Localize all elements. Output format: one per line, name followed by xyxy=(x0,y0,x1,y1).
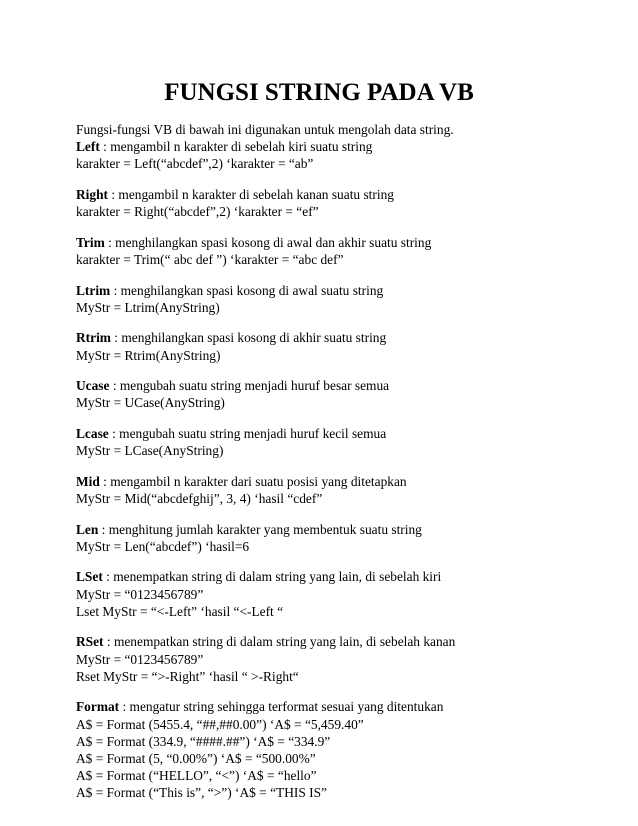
function-keyword: Mid xyxy=(76,473,100,489)
function-section-right xyxy=(76,186,616,220)
function-description: : mengambil n karakter di sebelah kiri suatu string xyxy=(99,139,373,155)
function-list xyxy=(76,138,616,801)
code-example-line: MyStr = “0123456789” xyxy=(76,586,204,602)
function-description-line xyxy=(76,234,616,251)
function-section-trim xyxy=(76,234,616,268)
function-keyword: RSet xyxy=(76,634,104,650)
function-description: : menghilangkan spasi kosong di akhir suatu string xyxy=(110,330,387,346)
function-description-line xyxy=(76,698,616,715)
function-section-rset xyxy=(76,633,616,685)
code-example-line: A$ = Format (5455.4, “##,##0.00”) ‘A$ = “5,459.40” xyxy=(76,716,364,732)
function-description-line xyxy=(76,568,616,585)
code-example-line: karakter = Left(“abcdef”,2) ‘karakter = “ab” xyxy=(76,156,314,172)
function-description-line xyxy=(76,521,616,538)
page-title: FUNGSI STRING PADA VB xyxy=(164,79,474,106)
code-example-line: karakter = Trim(“ abc def ”) ‘karakter = “abc def” xyxy=(76,252,344,267)
code-example-line: Rset MyStr = “>-Right” ‘hasil “ >-Right“ xyxy=(76,668,299,684)
function-description: : mengambil n karakter dari suatu posisi yang ditetapkan xyxy=(99,473,407,489)
function-keyword: Lcase xyxy=(76,425,109,441)
function-description: : mengatur string sehingga terformat sesuai yang ditentukan xyxy=(119,699,444,715)
function-description: : mengubah suatu string menjadi huruf besar semua xyxy=(109,378,390,394)
section-spacer xyxy=(76,220,616,233)
code-example-line: karakter = Right(“abcdef”,2) ‘karakter = “ef” xyxy=(76,204,319,220)
function-keyword: Len xyxy=(76,521,99,537)
function-description-line xyxy=(76,282,616,299)
section-spacer xyxy=(76,364,616,377)
function-section-mid xyxy=(76,473,616,507)
function-description: : menghitung jumlah karakter yang membentuk suatu string xyxy=(98,521,422,537)
function-keyword: Ltrim xyxy=(76,282,111,298)
function-keyword: Ucase xyxy=(76,378,110,394)
function-section-len xyxy=(76,521,616,555)
code-example-line: A$ = Format (“HELLO”, “<”) ‘A$ = “hello” xyxy=(76,768,317,784)
function-keyword: Rtrim xyxy=(76,330,111,346)
code-example-line: MyStr = Mid(“abcdefghij”, 3, 4) ‘hasil “cdef” xyxy=(76,490,323,506)
function-description-line xyxy=(76,138,616,155)
document-body xyxy=(76,121,616,802)
function-section-lset xyxy=(76,568,616,620)
section-spacer xyxy=(76,555,616,568)
section-spacer xyxy=(76,685,616,698)
function-description: : menempatkan string di dalam string yang lain, di sebelah kiri xyxy=(102,569,442,585)
function-description-line xyxy=(76,473,616,490)
function-keyword: Right xyxy=(76,187,108,202)
function-keyword: Trim xyxy=(76,234,105,250)
function-description-line xyxy=(76,329,616,346)
function-keyword: Left xyxy=(76,139,100,155)
function-section-format xyxy=(76,698,616,801)
code-example-line: MyStr = Ltrim(AnyString) xyxy=(76,299,220,315)
code-example-line: A$ = Format (5, “0.00%”) ‘A$ = “500.00%” xyxy=(76,750,316,766)
function-section-ucase xyxy=(76,377,616,411)
function-description: : mengubah suatu string menjadi huruf kecil semua xyxy=(108,425,387,441)
function-description: : menghilangkan spasi kosong di awal dan akhir suatu string xyxy=(104,234,432,250)
function-description-line xyxy=(76,377,616,394)
function-description: : menempatkan string di dalam string yang lain, di sebelah kanan xyxy=(103,634,456,650)
function-description: : mengambil n karakter di sebelah kanan suatu string xyxy=(108,187,394,202)
section-spacer xyxy=(76,268,616,281)
code-example-line: A$ = Format (334.9, “####.##”) ‘A$ = “334.9” xyxy=(76,733,331,749)
code-example-line: MyStr = Rtrim(AnyString) xyxy=(76,347,221,363)
function-section-ltrim xyxy=(76,282,616,316)
code-example-line: A$ = Format (“This is”, “>”) ‘A$ = “THIS IS” xyxy=(76,785,327,801)
intro-text: Fungsi-fungsi VB di bawah ini digunakan untuk mengolah data string. xyxy=(76,122,454,137)
function-description: : menghilangkan spasi kosong di awal suatu string xyxy=(110,282,384,298)
code-example-line: MyStr = LCase(AnyString) xyxy=(76,443,224,459)
section-spacer xyxy=(76,507,616,520)
section-spacer xyxy=(76,412,616,425)
function-description-line xyxy=(76,633,616,650)
section-spacer xyxy=(76,173,616,186)
section-spacer xyxy=(76,316,616,329)
code-example-line: MyStr = UCase(AnyString) xyxy=(76,395,225,411)
function-section-lcase xyxy=(76,425,616,459)
code-example-line: MyStr = “0123456789” xyxy=(76,651,204,667)
code-example-line: MyStr = Len(“abcdef”) ‘hasil=6 xyxy=(76,538,250,554)
section-spacer xyxy=(76,459,616,472)
function-keyword: LSet xyxy=(76,569,103,585)
function-keyword: Format xyxy=(76,699,120,715)
function-description-line xyxy=(76,425,616,442)
code-example-line: Lset MyStr = “<-Left” ‘hasil “<-Left “ xyxy=(76,603,284,619)
function-description-line xyxy=(76,186,616,203)
function-section-left xyxy=(76,138,616,172)
function-section-rtrim xyxy=(76,329,616,363)
section-spacer xyxy=(76,620,616,633)
